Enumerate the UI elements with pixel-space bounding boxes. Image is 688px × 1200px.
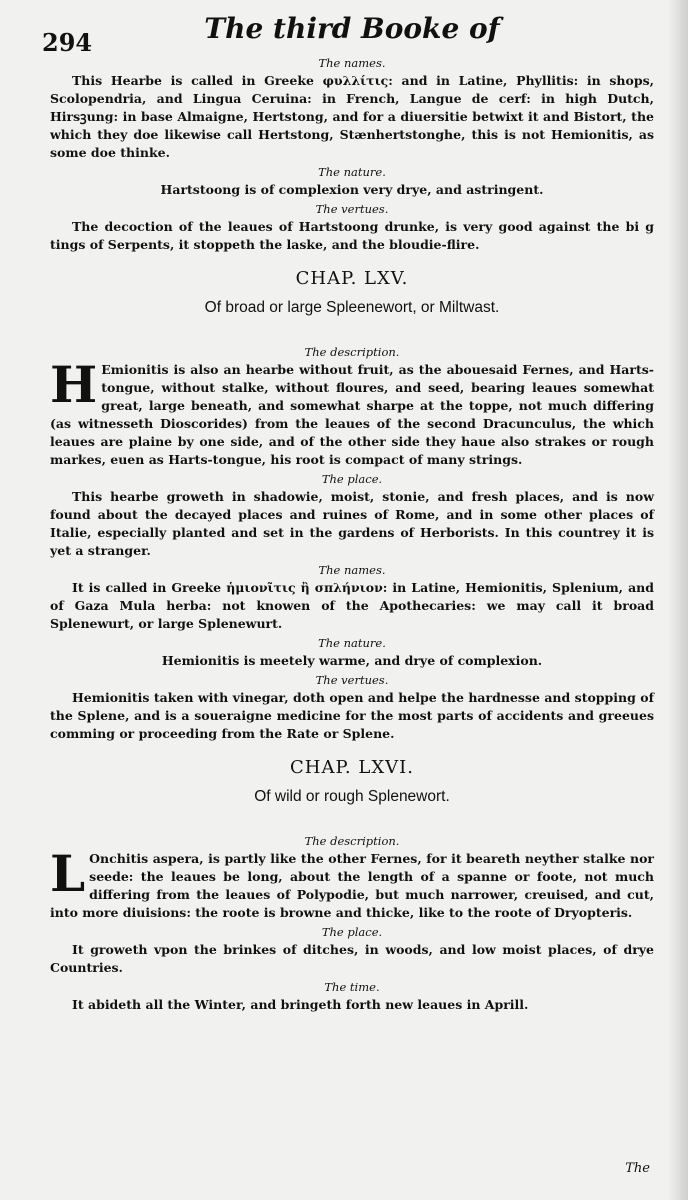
ch65-description-text: Emionitis is also an hearbe without fruit, as the abouesaid Fernes, and Harts-tongue, without stalke, without floures, and seed, bearing leaues somewhat great, large beneath, and somewhat sharpe at the toppe, not much differing (as witnesseth Dioscorides) from the leaues of the second Dracunculus, the which leaues are plaine by one side, and of the other side they haue also strakes or rough markes, euen as Harts-tongue, his root is compact of many strings. bbox=[50, 362, 654, 467]
chapter-65-subtitle: Of broad or large Spleenewort, or Miltwast. bbox=[204, 299, 500, 316]
nature-paragraph: Hartstoong is of complexion very drye, and astringent. bbox=[160, 182, 544, 197]
running-title: The third Booke of bbox=[204, 12, 500, 45]
ch65-vertues-paragraph: Hemionitis taken with vinegar, doth open and helpe the hardnesse and stopping of the Splene, and is a soueraigne medicine for the most parts of accidents and greeues comming or proceeding from the Rate or Splene. bbox=[50, 690, 654, 741]
ch65-place-label: The place. bbox=[321, 472, 383, 486]
ch65-description-paragraph bbox=[50, 355, 654, 469]
ch66-description-text: Onchitis aspera, is partly like the other Fernes, for it beareth neyther stalke nor seede: the leaues be long, about the length of a spanne or foote, not much differing from the leaues of Polypodie, but much narrower, creuised, and cut, into more diuisions: the roote is browne and thicke, like to the roote of Dryopteris. bbox=[50, 851, 654, 920]
ch65-nature-label: The nature. bbox=[318, 636, 386, 650]
ch65-drop-cap: H bbox=[50, 355, 98, 414]
chapter-65-title: CHAP. LXV. bbox=[295, 268, 409, 289]
ch66-description-paragraph bbox=[50, 844, 654, 922]
names-paragraph: This Hearbe is called in Greeke φυλλίτις: and in Latine, Phyllitis: in shops, Scolopendria, and Lingua Ceruina: in French, Langue de cerf: in high Dutch, Hirsꝫung: in base Almaigne, Hertstong, and for a diuersitie betwixt it and Bistort, the which they doe likewise call Hertstong, Stænhertstonghe, this is not Hemionitis, as some doe thinke. bbox=[50, 73, 654, 160]
running-head bbox=[42, 10, 654, 57]
ch66-place-paragraph: It groweth vpon the brinkes of ditches, in woods, and low moist places, of drye Countries. bbox=[50, 942, 654, 975]
ch65-names-label: The names. bbox=[318, 563, 386, 577]
ch66-time-label: The time. bbox=[324, 980, 380, 994]
nature-label: The nature. bbox=[318, 165, 386, 179]
vertues-paragraph: The decoction of the leaues of Hartstoong drunke, is very good against the bi g tings of Serpents, it stoppeth the laske, and the bloudie-flire. bbox=[50, 219, 654, 252]
ch66-description-label: The description. bbox=[304, 834, 400, 848]
ch66-time-paragraph: It abideth all the Winter, and bringeth forth new leaues in Aprill. bbox=[72, 997, 529, 1012]
chapter-66-subtitle: Of wild or rough Splenewort. bbox=[254, 788, 450, 805]
ch65-description-label: The description. bbox=[304, 345, 400, 359]
ch65-names-paragraph: It is called in Greeke ἡμιονῖτις ἢ σπλήνιον: in Latine, Hemionitis, Splenium, and of Gaza Mula herba: not knowen of the Apothecaries: we may call it broad Splenewurt, or large Splenewurt. bbox=[50, 580, 654, 631]
page-number: 294 bbox=[42, 28, 93, 57]
ch66-place-label: The place. bbox=[321, 925, 383, 939]
ch65-nature-paragraph: Hemionitis is meetely warme, and drye of complexion. bbox=[161, 653, 543, 668]
vertues-label: The vertues. bbox=[315, 202, 389, 216]
ch65-vertues-label: The vertues. bbox=[315, 673, 389, 687]
chapter-66-title: CHAP. LXVI. bbox=[290, 757, 414, 778]
page-edge-shadow bbox=[668, 0, 688, 1200]
catchword: The bbox=[625, 1161, 650, 1176]
names-label: The names. bbox=[318, 56, 386, 70]
ch65-place-paragraph: This hearbe groweth in shadowie, moist, stonie, and fresh places, and is now found about the decayed places and ruines of Rome, and in some other places of Italie, especially planted and set in the gardens of Herborists. In this countrey it is yet a stranger. bbox=[50, 489, 654, 558]
ch66-drop-cap: L bbox=[50, 844, 86, 903]
